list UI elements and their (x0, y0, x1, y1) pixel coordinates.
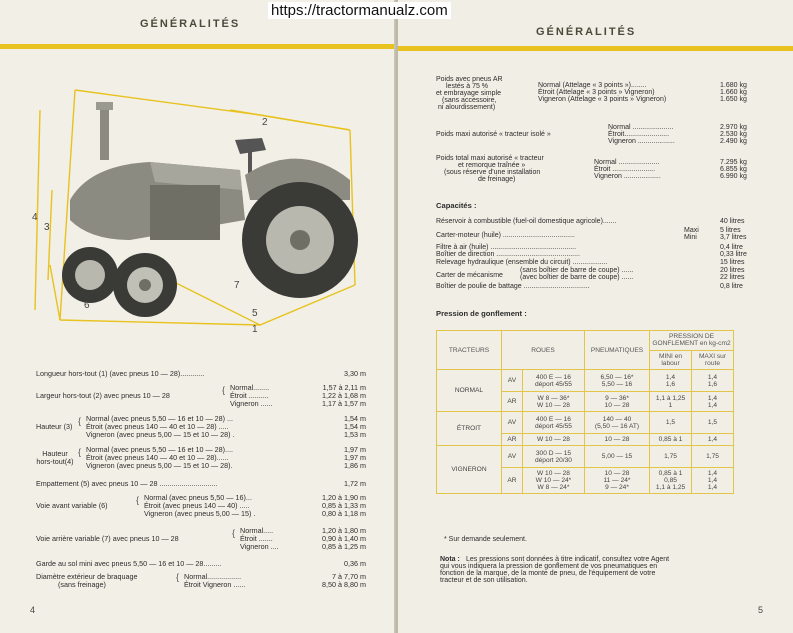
dim-label-7: 7 (234, 280, 240, 291)
text-label: Étroit Vigneron ...... (184, 580, 246, 589)
text-label: 8,50 à 8,80 m (322, 580, 366, 589)
table-cell: AV (502, 446, 523, 468)
table-cell: PNEUMATIQUES (585, 331, 650, 370)
text-label: Longueur hors-tout (1) (avec pneus 10 — 28)............ (36, 369, 205, 378)
left-yellow-band (0, 44, 397, 49)
text-label: Étroit....................... (608, 131, 670, 138)
table-cell: 1,4 1,6 (650, 370, 692, 392)
text-label: qui vous indiquera la pression de gonflement de vos pneumatiques en (440, 563, 658, 570)
text-label: Normal ..................... (608, 124, 674, 131)
table-cell: ROUES (502, 331, 585, 370)
text-label: Normal (Attelage « 3 points »)........ (538, 82, 647, 89)
table-cell: AV (502, 412, 523, 434)
dim-label-6: 6 (84, 300, 90, 311)
text-label: et embrayage simple (436, 90, 501, 97)
text-label: 7 à 7,70 m (332, 572, 366, 581)
right-page (398, 0, 793, 633)
text-label: Vigneron ................... (608, 138, 675, 145)
text-label: 1,22 à 1,68 m (322, 391, 366, 400)
table-cell: 140 — 40 (5,50 — 16 AT) (585, 412, 650, 434)
pression-title: Pression de gonflement : (436, 309, 527, 318)
footnote: * Sur demande seulement. (444, 536, 527, 543)
table-cell: 400 E — 16 déport 45/55 (522, 412, 584, 434)
text-label: 0,85 à 1,25 m (322, 542, 366, 551)
table-cell: 1,1 à 1,25 1 (650, 392, 692, 412)
table-row (437, 412, 734, 434)
dim-label-5: 5 (252, 308, 258, 319)
text-label: Normal (avec pneus 5,50 — 16)... (144, 493, 252, 502)
text-label: Relevage hydraulique (ensemble du circuit) .................. (436, 259, 608, 266)
text-label: ni alourdissement) (438, 104, 496, 111)
text-label: 0,33 litre (720, 251, 747, 258)
table-cell: 10 — 28 (585, 434, 650, 446)
text-label: et remorque traînée » (458, 162, 526, 169)
text-label: 1,57 à 2,11 m (322, 383, 366, 392)
table-cell: PRESSION DE GONFLEMENT en kg-cm2 (650, 331, 734, 351)
text-label: 22 litres (720, 274, 745, 281)
text-label: 1,20 à 1,80 m (322, 526, 366, 535)
text-label: Étroit .......... (230, 391, 269, 400)
text-label: Réservoir à combustible (fuel-oil domestique agricole)....... (436, 218, 617, 225)
table-cell: 0,85 à 1 (650, 434, 692, 446)
text-label: 1,54 m (344, 414, 366, 423)
text-label: Voie avant variable (6) (36, 501, 108, 510)
tractor-illustration (30, 70, 375, 340)
table-cell: 10 — 28 11 — 24* 9 — 24* (585, 468, 650, 494)
dim-label-1: 1 (252, 324, 258, 335)
text-label: Normal ..................... (594, 159, 660, 166)
table-cell: 1,4 1,4 1,4 (692, 468, 734, 494)
text-label: Normal..... (240, 526, 274, 535)
text-label: Normal (avec pneus 5,50 — 16 et 10 — 28) ... (86, 414, 234, 423)
text-label: (sous réserve d'une installation (444, 169, 541, 176)
text-label: 40 litres (720, 218, 745, 225)
text-label: Vigneron .... (240, 542, 279, 551)
text-label: Boîtier de poulie de battage .................................. (436, 283, 590, 290)
text-label: 20 litres (720, 267, 745, 274)
table-cell: 1,4 1,6 (692, 370, 734, 392)
right-page-number: 5 (758, 605, 764, 615)
table-cell: 1,5 (650, 412, 692, 434)
spec-voie-avant: Voie avant variable (6) { Normal (avec pneus 5,50 — 16)... Étroit (avec pneus 140 — 40) ..... Vigneron (avec pneus 5,00 — 15) . 1,20 à 1,90 m 0,85 à 1,33 m 0,80 à 1,18 m (36, 493, 366, 518)
text-label: 1,53 m (344, 430, 366, 439)
table-cell: 1,5 (692, 412, 734, 434)
text-label: Normal........ (230, 383, 270, 392)
text-label: 0,80 à 1,18 m (322, 509, 366, 518)
text-label: Voie arrière variable (7) avec pneus 10 — 28 (36, 534, 179, 543)
text-label: 1,86 m (344, 461, 366, 470)
table-cell: 0,85 à 1 0,85 1,1 à 1,25 (650, 468, 692, 494)
left-page-header: GÉNÉRALITÉS (140, 18, 241, 30)
spec-voie-arriere: Voie arrière variable (7) avec pneus 10 — 28 { Normal..... Étroit ....... Vigneron .... 1,20 à 1,80 m 0,90 à 1,40 m 0,85 à 1,25 m (36, 526, 366, 551)
text-label: 2.530 kg (720, 131, 747, 138)
text-label: Hauteur (3) (36, 422, 73, 431)
table-cell: TRACTEURS (437, 331, 502, 370)
text-label: Maxi (684, 227, 699, 234)
text-label: 3,30 m (344, 369, 366, 378)
spec-hauteur: Hauteur (3) { Normal (avec pneus 5,50 — 16 et 10 — 28) ... Étroit (avec pneus 140 — 40 et 10 — 28) ..... Vigneron (avec pneus 5,00 — 15 et 10 — 28) . 1,54 m 1,54 m 1,53 m (36, 414, 366, 439)
table-cell: 1,4 1,4 (692, 392, 734, 412)
text-label: 3,7 litres (720, 234, 747, 241)
spec-largeur: Largeur hors-tout (2) avec pneus 10 — 28 { Normal........ Étroit .......... Vigneron ...... 1,57 à 2,11 m 1,22 à 1,68 m 1,17 à 1,57 m (36, 383, 366, 408)
text-label: tracteur et de son utilisation. (440, 577, 528, 584)
text-label: 2.970 kg (720, 124, 747, 131)
pression-table (436, 330, 734, 494)
text-label: Poids maxi autorisé « tracteur isolé » (436, 131, 551, 138)
table-cell: W 10 — 28 (522, 434, 584, 446)
url-overlay[interactable]: https://tractormanualz.com (268, 2, 451, 19)
text-label: Hauteur hors-tout(4) (36, 449, 74, 467)
text-label: Étroit ....... (240, 534, 273, 543)
spec-diametre-braquage: Diamètre extérieur de braquage (sans freinage) { Normal................. Étroit Vigneron ...... 7 à 7,70 m 8,50 à 8,80 m (36, 572, 366, 589)
text-label: 5 litres (720, 227, 741, 234)
text-label: 1.650 kg (720, 96, 747, 103)
table-cell: MAXI sur route (692, 350, 734, 370)
text-label: 6.855 kg (720, 166, 747, 173)
capacites-title: Capacités : (436, 201, 477, 210)
text-label: 1,97 m (344, 453, 366, 462)
table-cell: 6,50 — 16* 5,50 — 16 (585, 370, 650, 392)
text-label: de freinage) (478, 176, 516, 183)
text-label: lestés à 75 % (446, 83, 489, 90)
table-cell: AR (502, 468, 523, 494)
text-label: Filtre à air (huile) ............................................ (436, 244, 577, 251)
text-label: Mini (684, 234, 697, 241)
text-label: 0,36 m (344, 559, 366, 568)
text-label: 0,85 à 1,33 m (322, 501, 366, 510)
text-label: (sans boîtier de barre de coupe) ...... (520, 267, 634, 274)
text-label: 15 litres (720, 259, 745, 266)
text-label: 1,97 m (344, 445, 366, 454)
text-label: Carter de mécanisme (436, 272, 503, 279)
text-label: Vigneron (Attelage « 3 points » Vigneron) (538, 96, 667, 103)
table-row (437, 446, 734, 468)
text-label: 0,4 litre (720, 244, 743, 251)
table-cell: MINI en labour (650, 350, 692, 370)
table-cell: 1,4 (692, 434, 734, 446)
text-label: 1,54 m (344, 422, 366, 431)
table-cell: 5,00 — 15 (585, 446, 650, 468)
text-label: Normal................. (184, 572, 242, 581)
text-label: Diamètre extérieur de braquage (36, 572, 138, 581)
text-label: Vigneron ...... (230, 399, 273, 408)
right-yellow-band (398, 46, 793, 51)
table-cell: 9 — 36* 10 — 28 (585, 392, 650, 412)
spec-hauteur-hors-tout: Hauteur hors-tout(4) { Normal (avec pneus 5,50 — 16 et 10 — 28).... Étroit (avec pneus 140 — 40 et 10 — 28)...... Vigneron (avec pneus 5,00 — 15 et 10 — 28). 1,97 m 1,97 m 1,86 m (36, 445, 366, 470)
dim-label-4: 4 (32, 212, 38, 223)
text-label: Les pressions sont données à titre indicatif, consultez votre Agent (466, 556, 670, 563)
text-label: 1,72 m (344, 479, 366, 488)
text-label: fonction de la marque, de la monte de pneu, de l'équipement de votre (440, 570, 656, 577)
text-label: Étroit (avec pneus 140 — 40 et 10 — 28) ..... (86, 422, 229, 431)
text-label: 2.490 kg (720, 138, 747, 145)
text-label: Poids total maxi autorisé « tracteur (436, 155, 544, 162)
text-label: 0,8 litre (720, 283, 743, 290)
text-label: Poids avec pneus AR (436, 76, 503, 83)
text-label: (avec boîtier de barre de coupe) ...... (520, 274, 634, 281)
table-cell: VIGNERON (437, 446, 502, 494)
text-label: (sans accessoire, (442, 97, 497, 104)
text-label: 7.295 kg (720, 159, 747, 166)
text-label: Vigneron (avec pneus 5,00 — 15) . (144, 509, 256, 518)
text-label: Étroit ...................... (594, 166, 656, 173)
text-label: 1.680 kg (720, 82, 747, 89)
text-label: Carter-moteur (huile) ..................................... (436, 232, 575, 239)
text-label: Nota : (440, 556, 460, 563)
table-cell: AV (502, 370, 523, 392)
table-cell: AR (502, 434, 523, 446)
text-label: Largeur hors-tout (2) avec pneus 10 — 28 (36, 391, 170, 400)
text-label: (sans freinage) (58, 580, 106, 589)
dim-label-3: 3 (44, 222, 50, 233)
text-label: Étroit (avec pneus 140 — 40 et 10 — 28)...... (86, 453, 229, 462)
dim-label-2: 2 (262, 117, 268, 128)
table-cell: NORMAL (437, 370, 502, 412)
table-cell: AR (502, 392, 523, 412)
table-cell: ÉTROIT (437, 412, 502, 446)
table-cell: 400 E — 16 déport 45/55 (522, 370, 584, 392)
text-label: Vigneron (avec pneus 5,00 — 15 et 10 — 28). (86, 461, 233, 470)
table-row (437, 370, 734, 392)
text-label: Étroit (avec pneus 140 — 40) ..... (144, 501, 250, 510)
text-label: Vigneron ................... (594, 173, 661, 180)
text-label: Étroit (Attelage « 3 points » Vigneron) (538, 89, 655, 96)
left-page-number: 4 (30, 605, 36, 615)
text-label: Boîtier de direction ........................................... (436, 251, 580, 258)
table-cell: W 10 — 28 W 10 — 24* W 8 — 24* (522, 468, 584, 494)
table-cell: 300 D — 15 déport 20/30 (522, 446, 584, 468)
text-label: Vigneron (avec pneus 5,00 — 15 et 10 — 28) . (86, 430, 235, 439)
table-cell: 1,75 (692, 446, 734, 468)
table-cell: W 8 — 36* W 10 — 28 (522, 392, 584, 412)
text-label: Normal (avec pneus 5,50 — 16 et 10 — 28).... (86, 445, 234, 454)
text-label: Empattement (5) avec pneus 10 — 28 ............................. (36, 479, 218, 488)
text-label: Garde au sol mini avec pneus 5,50 — 16 et 10 — 28......... (36, 559, 222, 568)
text-label: 1,20 à 1,90 m (322, 493, 366, 502)
text-label: 1,17 à 1,57 m (322, 399, 366, 408)
text-label: 0,90 à 1,40 m (322, 534, 366, 543)
text-label: 6.990 kg (720, 173, 747, 180)
right-page-header: GÉNÉRALITÉS (536, 26, 637, 38)
table-cell: 1,75 (650, 446, 692, 468)
text-label: 1.660 kg (720, 89, 747, 96)
